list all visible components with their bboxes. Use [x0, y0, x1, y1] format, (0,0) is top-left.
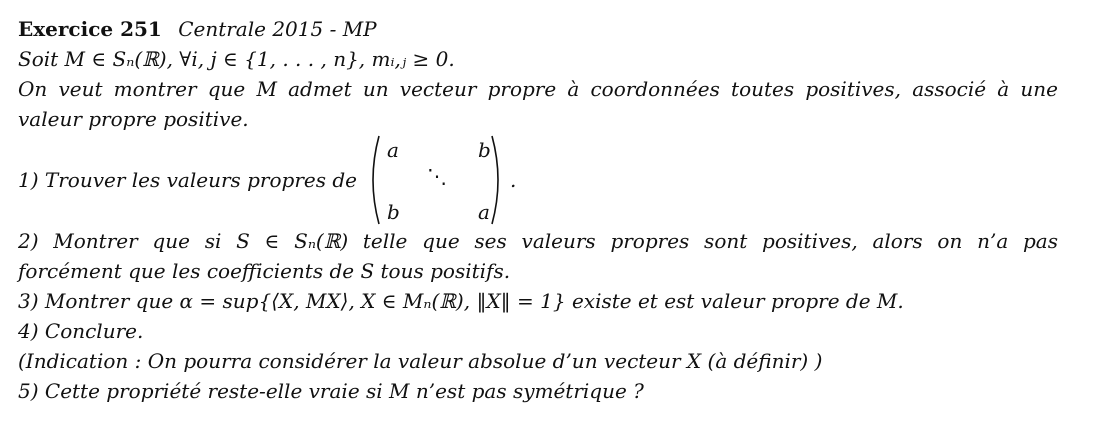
exercise-document: [18, 14, 1058, 406]
matrix-cell-bottom-left: b: [387, 200, 400, 224]
exercise-title: Exercice 251: [18, 17, 162, 41]
matrix-diagonal-dots: ⋱: [427, 164, 450, 188]
exercise-source: Centrale 2015 - MP: [178, 17, 377, 41]
question-2-line-1: 2) Montrer que si S ∈ Sₙ(ℝ) telle que ses valeurs propres sont positives, alors on n’a pas: [18, 229, 1058, 253]
goal-line-1: On veut montrer que M admet un vecteur propre à coordonnées toutes positives, associé à une: [18, 77, 1058, 101]
question-1-text: 1) Trouver les valeurs propres de: [18, 168, 357, 192]
matrix-cell-top-left: a: [387, 138, 399, 162]
question-5: 5) Cette propriété reste-elle vraie si M n’est pas symétrique ?: [18, 379, 644, 403]
matrix-cell-bottom-right: a: [478, 200, 490, 224]
matrix: [365, 134, 510, 226]
matrix-trailing-period: .: [510, 168, 517, 192]
hint: (Indication : On pourra considérer la valeur absolue d’un vecteur X (à définir) ): [18, 349, 823, 373]
hypothesis-line: Soit M ∈ Sₙ(ℝ), ∀i, j ∈ {1, . . . , n}, mᵢ,ⱼ ≥ 0.: [18, 47, 455, 71]
goal-line-2: valeur propre positive.: [18, 107, 249, 131]
question-4: 4) Conclure.: [18, 319, 144, 343]
matrix-left-paren: [373, 136, 379, 224]
question-1: [18, 134, 1058, 226]
question-3: 3) Montrer que α = sup{⟨X, MX⟩, X ∈ Mₙ(ℝ), ‖X‖ = 1} existe et est valeur propre de M.: [18, 289, 904, 313]
matrix-right-paren: [492, 136, 498, 224]
matrix-cell-top-right: b: [478, 138, 491, 162]
question-2-line-2: forcément que les coefficients de S tous positifs.: [18, 259, 511, 283]
exercise-header: [18, 14, 1058, 44]
